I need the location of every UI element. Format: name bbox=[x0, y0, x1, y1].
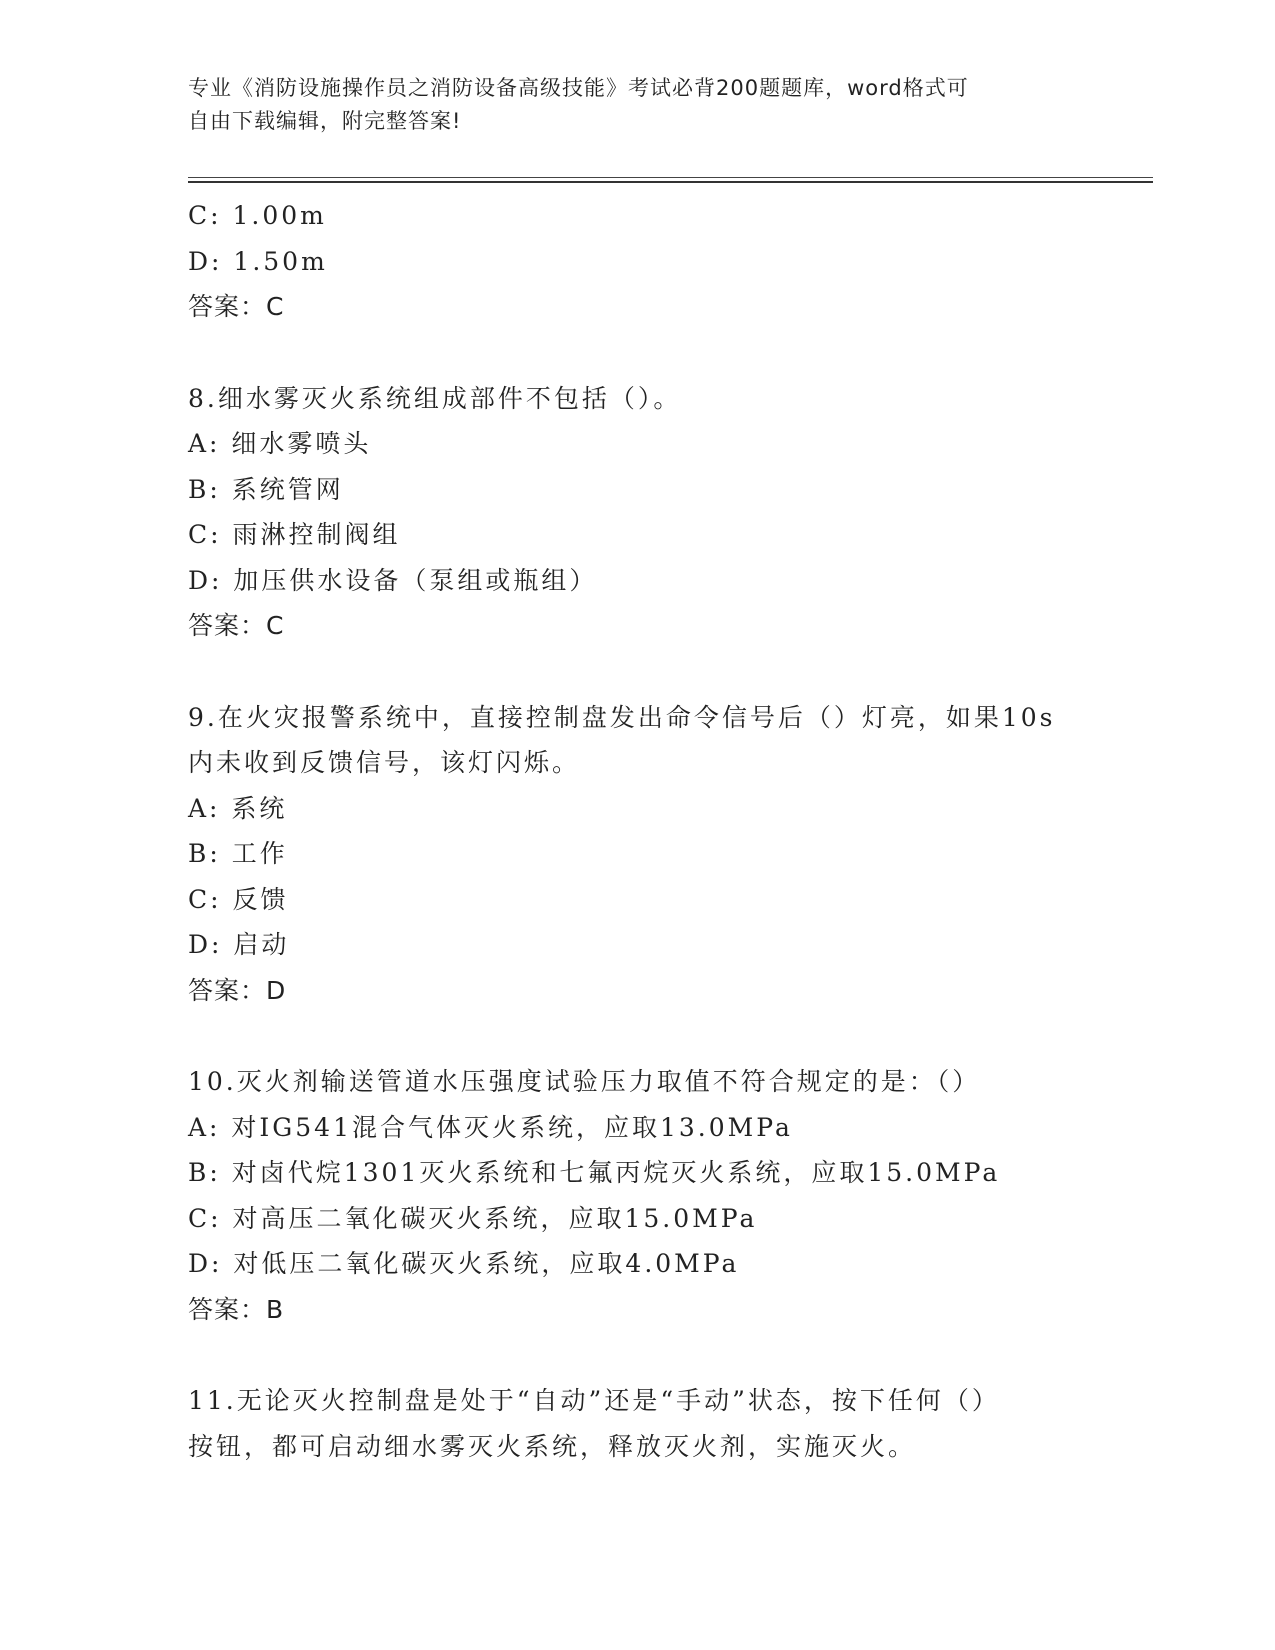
option-d: D: 加压供水设备（泵组或瓶组） bbox=[188, 565, 598, 595]
question-text-cont: 内未收到反馈信号，该灯闪烁。 bbox=[188, 748, 581, 777]
option-d: D: 对低压二氧化碳灭火系统，应取4.0MPa bbox=[188, 1249, 740, 1278]
question-text: 11.无论灭火控制盘是处于“自动”还是“手动”状态，按下任何（） bbox=[188, 1386, 1000, 1415]
question-text-cont: 按钮，都可启动细水雾灭火系统，释放灭火剂，实施灭火。 bbox=[188, 1431, 917, 1461]
answer: 答案：C bbox=[188, 292, 285, 321]
option-a: A: 系统 bbox=[188, 793, 288, 823]
answer: 答案：D bbox=[188, 975, 287, 1005]
option-a: A: 细水雾喷头 bbox=[188, 429, 372, 458]
spacer bbox=[188, 649, 1128, 695]
option-a: A: 对IG541混合气体灭火系统，应取13.0MPa bbox=[188, 1112, 793, 1142]
question-11 bbox=[188, 1378, 1128, 1469]
option-c: C: 对高压二氧化碳灭火系统，应取15.0MPa bbox=[188, 1203, 758, 1233]
question-text: 9.在火灾报警系统中，直接控制盘发出命令信号后（）灯亮，如果10s bbox=[188, 702, 1056, 732]
option-d: D: 启动 bbox=[188, 930, 290, 959]
option-c: C: 1.00m bbox=[188, 201, 327, 230]
spacer bbox=[188, 1013, 1128, 1059]
question-text: 10.灭火剂输送管道水压强度试验压力取值不符合规定的是：（） bbox=[188, 1067, 981, 1096]
header-line-2: 自由下载编辑，附完整答案! bbox=[188, 109, 462, 133]
header-divider-thick bbox=[188, 181, 1153, 183]
header-divider-thin bbox=[188, 177, 1153, 178]
question-8 bbox=[188, 376, 1128, 649]
answer: 答案：B bbox=[188, 1294, 285, 1324]
option-c: C: 雨淋控制阀组 bbox=[188, 520, 401, 549]
continued-question bbox=[188, 193, 1128, 330]
answer: 答案：C bbox=[188, 611, 285, 640]
header-line-1: 专业《消防设施操作员之消防设备高级技能》考试必背200题题库，word格式可 bbox=[188, 76, 969, 100]
question-9 bbox=[188, 695, 1128, 1014]
question-text: 8.细水雾灭火系统组成部件不包括（）。 bbox=[188, 383, 682, 413]
spacer bbox=[188, 330, 1128, 376]
option-b: B: 对卤代烷1301灭火系统和七氟丙烷灭火系统，应取15.0MPa bbox=[188, 1158, 1001, 1187]
option-b: B: 系统管网 bbox=[188, 474, 344, 504]
option-c: C: 反馈 bbox=[188, 884, 289, 914]
question-10 bbox=[188, 1059, 1128, 1332]
document-header bbox=[188, 72, 1088, 138]
option-d: D: 1.50m bbox=[188, 246, 328, 276]
spacer bbox=[188, 1332, 1128, 1378]
question-list bbox=[188, 193, 1128, 1469]
option-b: B: 工作 bbox=[188, 839, 288, 868]
